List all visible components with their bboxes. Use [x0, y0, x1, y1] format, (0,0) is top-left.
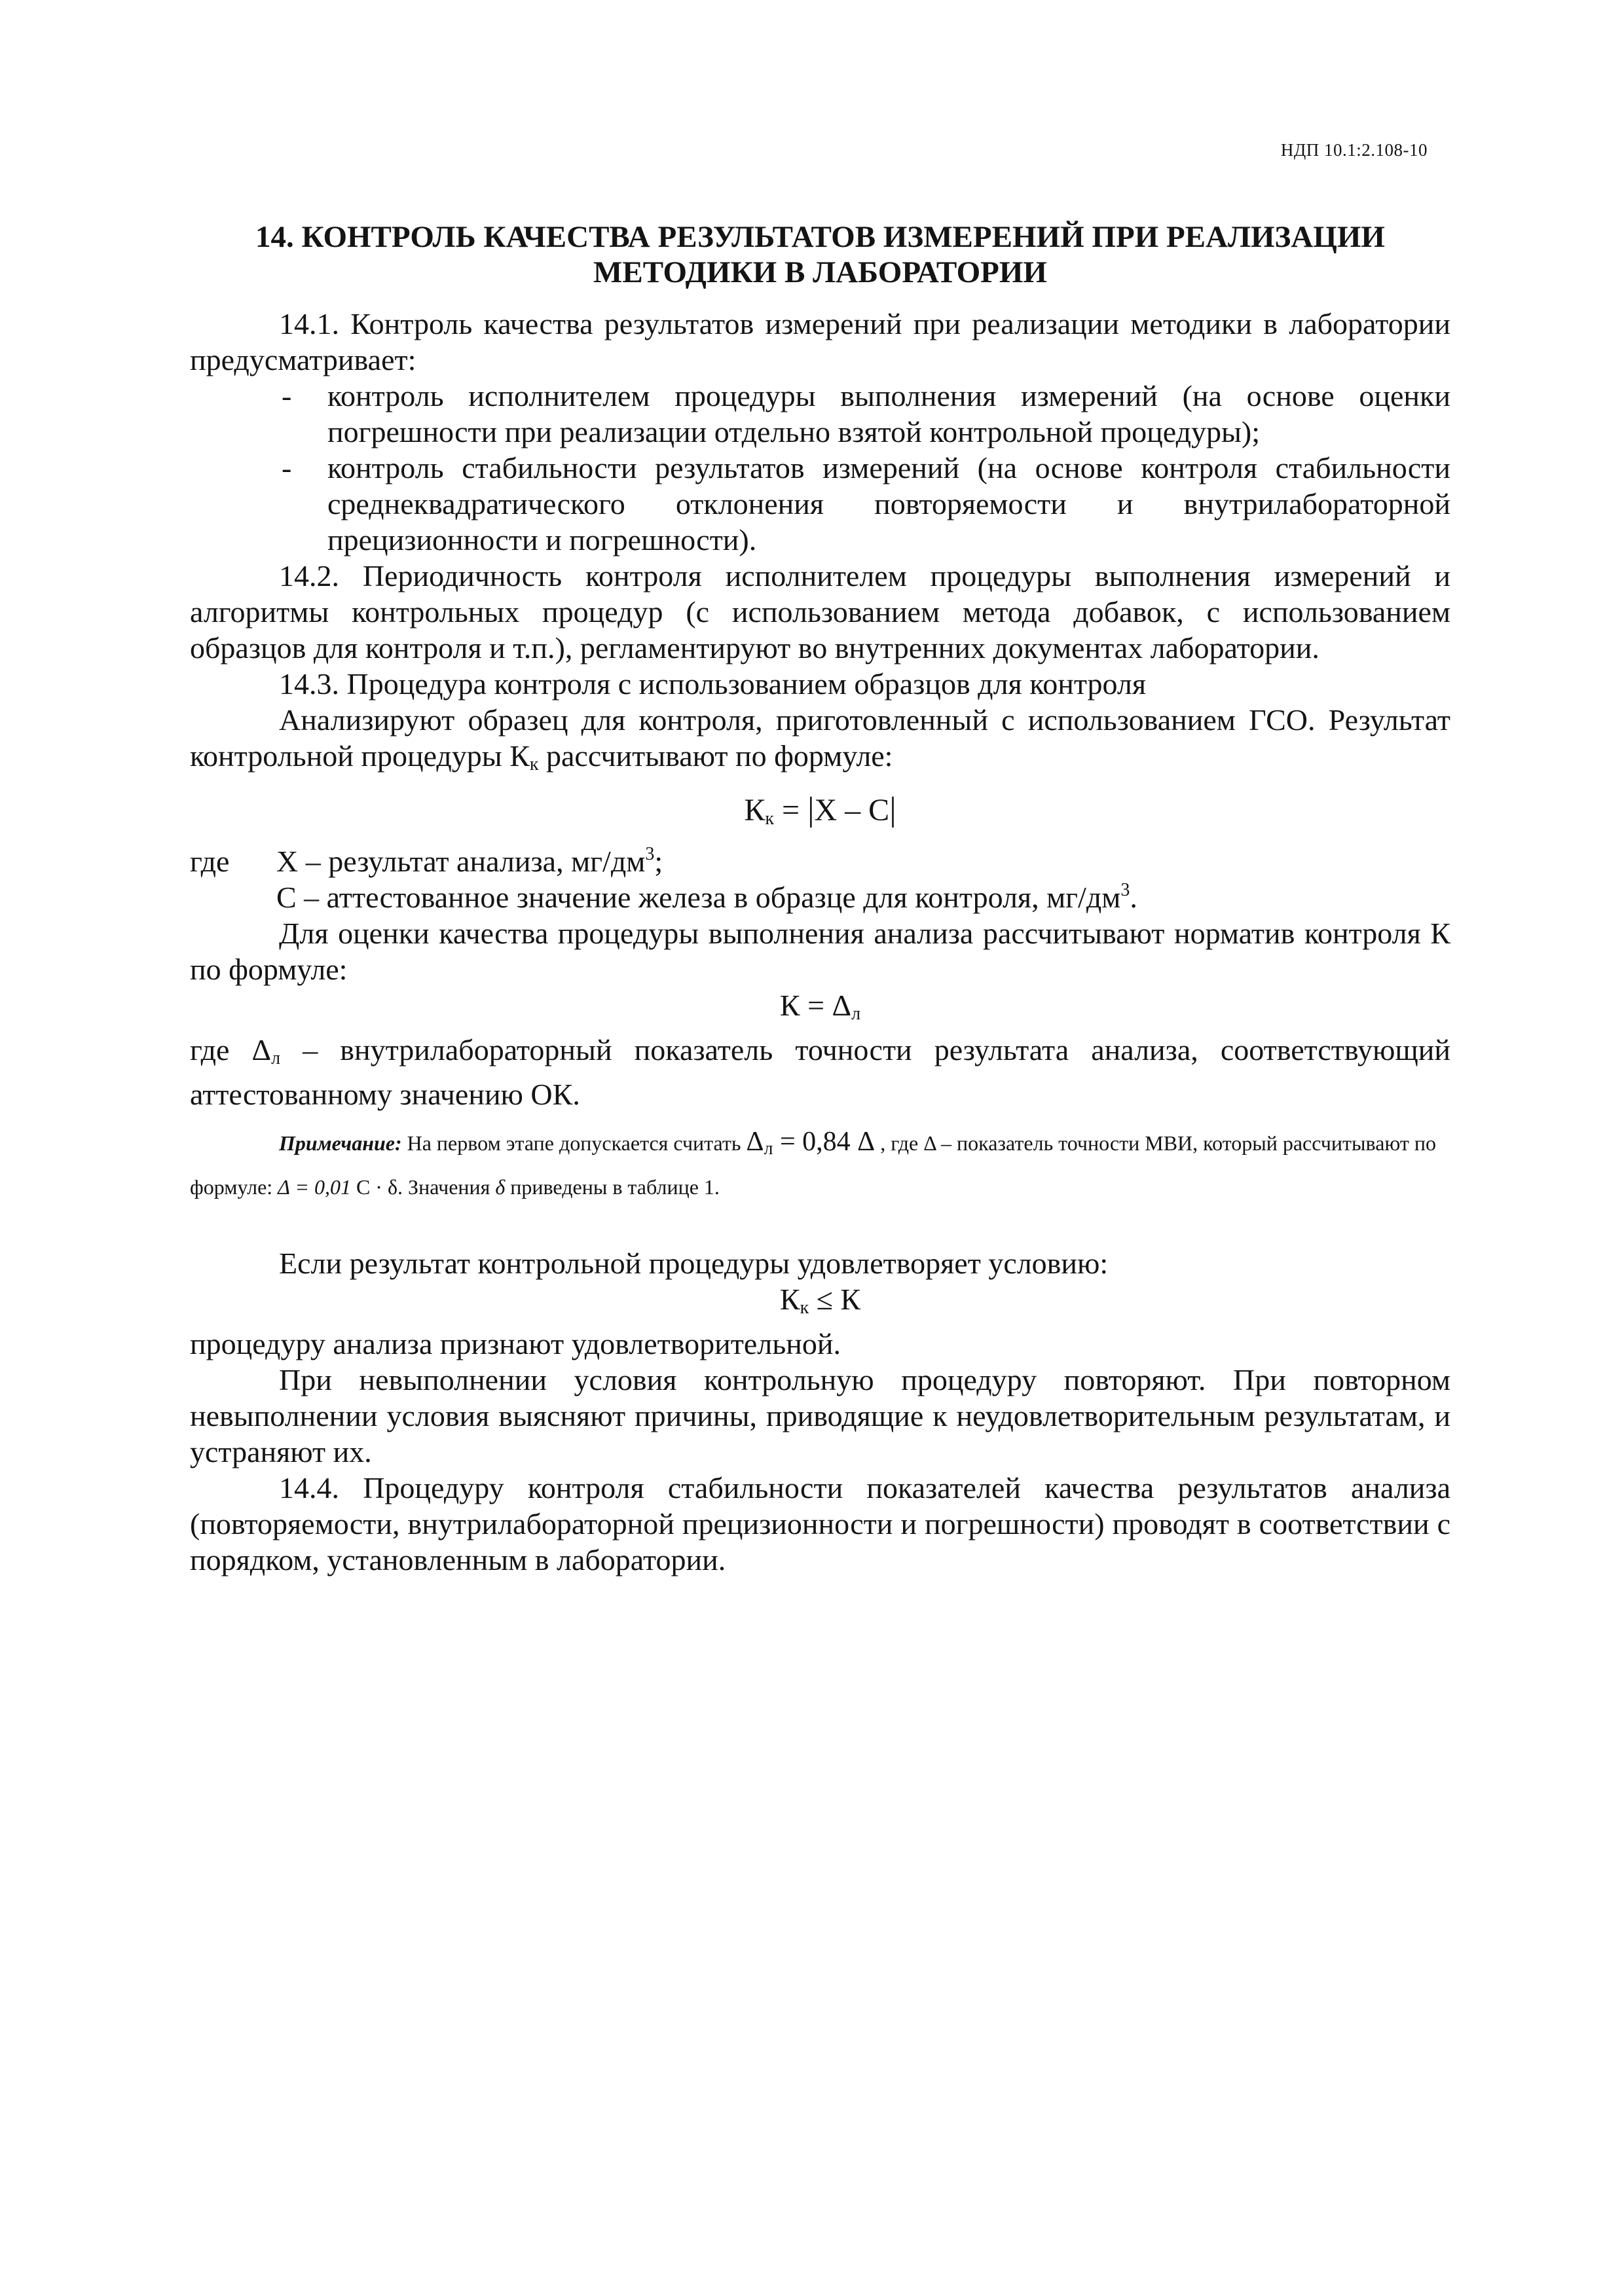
- paragraph-14-2: 14.2. Периодичность контроля исполнителем процедуры выполнения измерений и алгоритмы контрольных процедур (с использованием метода добавок, с использованием образцов для контроля и т.п.), регламентируют во внутренних документах лаборатории.: [190, 559, 1450, 665]
- bullet-mark: -: [282, 379, 292, 412]
- note-text-1: На первом этапе допускается считать: [401, 1131, 747, 1155]
- section-title-line-1: 14. КОНТРОЛЬ КАЧЕСТВА РЕЗУЛЬТАТОВ ИЗМЕРЕНИЙ ПРИ РЕАЛИЗАЦИИ: [255, 220, 1385, 254]
- formula-kk-lhs-sub: к: [765, 809, 774, 829]
- result-subscript: к: [529, 754, 539, 774]
- note-label: Примечание:: [279, 1131, 402, 1155]
- note-text-2: , где Δ – показатель точности МВИ, который рассчитывают по формуле:: [190, 1131, 1436, 1199]
- note-text-3: приведены в таблице 1.: [505, 1175, 720, 1199]
- where-c-sup: 3: [1120, 880, 1130, 900]
- where-word: где: [190, 845, 230, 878]
- bullet-mark: -: [282, 451, 292, 484]
- paragraph-14-3-heading: 14.3. Процедура контроля с использованием образцов для контроля: [279, 667, 1147, 701]
- condition-intro: Если результат контрольной процедуры удовлетворяет условию:: [279, 1247, 1109, 1280]
- where-x: [190, 843, 1450, 879]
- list-item: [190, 450, 1450, 558]
- formula-condition-sub: к: [800, 1298, 809, 1318]
- note-paragraph: [190, 1123, 1450, 1206]
- note-math-delta: Δ: [746, 1127, 764, 1157]
- where-x-end: ;: [654, 845, 663, 878]
- where-c: [190, 879, 1450, 915]
- bullet-list-14-1: [190, 378, 1450, 558]
- formula-k-sub: л: [851, 1004, 861, 1024]
- where-delta-start: где Δ: [190, 1033, 272, 1066]
- where-x-text: [276, 843, 1450, 879]
- list-item-text: контроль стабильности результатов измерений (на основе контроля стабильности среднеквадратического отклонения повторяемости и внутрилабораторной прецизионности и погрешности).: [327, 451, 1450, 556]
- formula-k-body: К = Δ: [779, 989, 852, 1022]
- where-delta-text: – внутрилабораторный показатель точности результата анализа, соответствующий аттестованному значению ОК.: [190, 1033, 1450, 1111]
- formula-kk-lhs: К: [744, 793, 766, 828]
- condition-after: процедуру анализа признают удовлетворительной.: [190, 1327, 841, 1360]
- section-title-line-2: МЕТОДИКИ В ЛАБОРАТОРИИ: [593, 255, 1047, 289]
- paragraph-14-1: 14.1. Контроль качества результатов измерений при реализации методики в лаборатории предусматривает:: [190, 307, 1450, 376]
- note-delta-small: δ: [495, 1175, 506, 1199]
- formula-condition-rhs: ≤ К: [809, 1283, 861, 1316]
- paragraph-where-delta: [190, 1032, 1450, 1112]
- abs-close: |: [889, 791, 896, 828]
- condition-failure: При невыполнении условия контрольную процедуру повторяют. При повторном невыполнении условия выясняют причины, приводящие к неудовлетворительным результатам, и устраняют их.: [190, 1363, 1450, 1468]
- where-x-desc: Х – результат анализа, мг/дм: [276, 845, 646, 878]
- note-formula-rest: С · δ. Значения: [350, 1175, 496, 1199]
- spacer: [190, 1206, 1450, 1245]
- where-delta-sub: л: [271, 1048, 281, 1068]
- paragraph-norm: Для оценки качества процедуры выполнения анализа рассчитывают норматив контроля К по формуле:: [190, 917, 1450, 986]
- list-item: [190, 378, 1450, 450]
- section-title: [190, 219, 1450, 290]
- formula-kk-eq: =: [774, 793, 808, 828]
- note-math-sub: л: [764, 1139, 773, 1159]
- where-c-desc: С – аттестованное значение железа в образце для контроля, мг/дм: [276, 881, 1121, 914]
- formula-kk-body: Х – С: [814, 793, 890, 828]
- where-x-sup: 3: [645, 844, 655, 864]
- formula-kk: [190, 792, 1450, 837]
- result-text-start: Результат контрольной процедуры К: [190, 703, 1450, 773]
- formula-condition-lhs: К: [779, 1283, 800, 1316]
- abs-open: |: [807, 791, 815, 828]
- paragraph-14-4: 14.4. Процедуру контроля стабильности показателей качества результатов анализа (повторяемости, внутрилабораторной прецизионности и погрешности) проводят в соответствии с порядком, установленным в лаборатории.: [190, 1471, 1450, 1576]
- list-item-text: контроль исполнителем процедуры выполнения измерений (на основе оценки погрешности при реализации отдельно взятой контрольной процедуры);: [327, 379, 1450, 448]
- analysis-text: Анализируют образец для контроля, приготовленный с использованием ГСО.: [279, 703, 1316, 737]
- document-code: НДП 10.1:2.108-10: [1280, 140, 1428, 160]
- formula-condition: [190, 1281, 1450, 1326]
- page-content: [190, 219, 1450, 1578]
- formula-k: [190, 987, 1450, 1032]
- result-text-end: рассчитывают по формуле:: [538, 739, 893, 773]
- note-formula-italic: Δ = 0,01: [278, 1175, 351, 1199]
- note-math-eq: = 0,84 Δ: [773, 1127, 876, 1157]
- paragraph-14-3-analysis: [190, 702, 1450, 782]
- where-c-end: .: [1130, 881, 1137, 914]
